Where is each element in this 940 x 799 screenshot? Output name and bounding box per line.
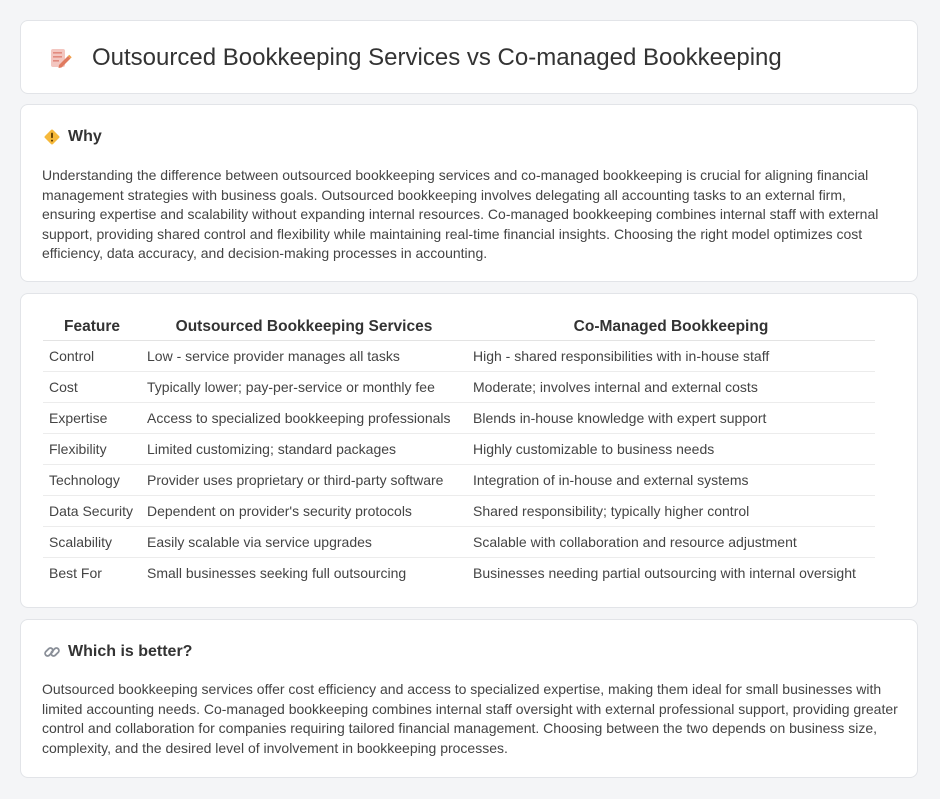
table-row: [43, 434, 875, 465]
feature-cell: Control: [43, 341, 141, 372]
co-managed-cell: Businesses needing partial outsourcing with internal oversight: [473, 565, 856, 581]
table-row: [43, 341, 875, 372]
outsourced-cell: Small businesses seeking full outsourcing: [147, 565, 407, 581]
comparison-table: [43, 314, 875, 588]
co-managed-cell: High - shared responsibilities with in-house staff: [467, 341, 875, 372]
which-is-better-heading: Which is better?: [68, 643, 193, 660]
co-managed-cell: Moderate; involves internal and external costs: [467, 372, 875, 403]
why-text: Understanding the difference between outsourced bookkeeping services and co-managed bookkeeping is crucial for aligning financial management strategies with business goals. Outsourced bookkeeping involves delegating all accounting tasks to an external firm, ensuring expertise and scalability without expanding internal resources. Co-managed bookkeeping combines internal staff with external support, providing shared control and flexibility while maintaining real-time financial insights. Choosing the right model optimizes cost efficiency, data accuracy, and decision-making processes in accounting.: [42, 167, 879, 261]
page-title: Outsourced Bookkeeping Services vs Co-managed Bookkeeping: [92, 44, 782, 71]
outsourced-cell: Provider uses proprietary or third-party software: [141, 465, 467, 496]
comparison-section: [20, 293, 918, 608]
feature-cell: Data Security: [43, 496, 141, 527]
co-managed-cell: Blends in-house knowledge with expert support: [467, 403, 875, 434]
title-card: [20, 20, 918, 94]
co-managed-cell: Shared responsibility; typically higher control: [467, 496, 875, 527]
feature-cell: Cost: [43, 372, 141, 403]
header-feature: Feature: [43, 314, 141, 341]
why-heading: Why: [68, 128, 102, 145]
which-is-better-section: [20, 619, 918, 778]
table-row: [43, 465, 875, 496]
header-outsourced: Outsourced Bookkeeping Services: [141, 314, 467, 341]
co-managed-cell: Highly customizable to business needs: [467, 434, 875, 465]
table-row: [43, 372, 875, 403]
outsourced-cell: Low - service provider manages all tasks: [141, 341, 467, 372]
which-is-better-text: Outsourced bookkeeping services offer cost efficiency and access to specialized expertise, making them ideal for small businesses with limited accounting needs. Co-managed bookkeeping combines internal staff oversight with external professional support, providing greater control and collaboration for companies requiring tailored financial management. Choosing between the two depends on business size, complexity, and the desired level of involvement in bookkeeping processes.: [42, 681, 898, 756]
feature-cell: Best For: [49, 565, 102, 581]
outsourced-cell: Dependent on provider's security protocols: [141, 496, 467, 527]
table-row: [43, 527, 875, 558]
outsourced-cell: Typically lower; pay-per-service or monthly fee: [141, 372, 467, 403]
feature-cell: Flexibility: [43, 434, 141, 465]
outsourced-cell: Limited customizing; standard packages: [141, 434, 467, 465]
co-managed-cell: Scalable with collaboration and resource adjustment: [467, 527, 875, 558]
feature-cell: Technology: [43, 465, 141, 496]
why-section: [20, 104, 918, 282]
feature-cell: Expertise: [43, 403, 141, 434]
feature-cell: Scalability: [43, 527, 141, 558]
outsourced-cell: Access to specialized bookkeeping professionals: [141, 403, 467, 434]
table-row: [43, 558, 875, 589]
table-row: [43, 496, 875, 527]
table-row: [43, 403, 875, 434]
edit-document-icon: [48, 46, 72, 70]
link-icon: [43, 643, 61, 661]
table-header-row: [43, 314, 875, 341]
outsourced-cell: Easily scalable via service upgrades: [141, 527, 467, 558]
header-co-managed: Co-Managed Bookkeeping: [467, 314, 875, 341]
co-managed-cell: Integration of in-house and external systems: [467, 465, 875, 496]
diamond-sign-icon: [43, 128, 61, 146]
